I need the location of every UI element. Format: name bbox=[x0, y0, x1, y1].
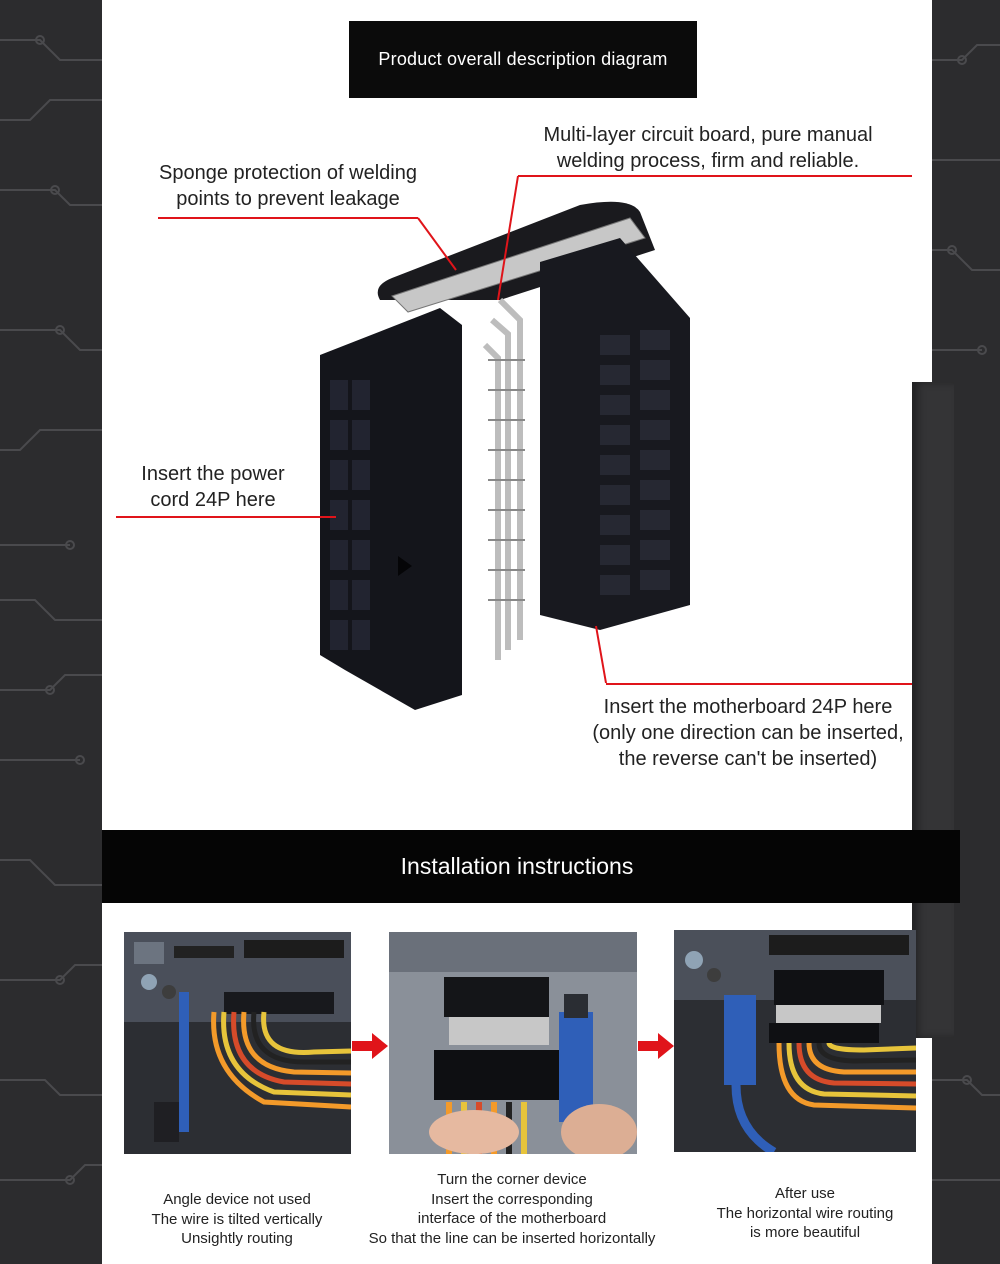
callout-motherboard-line-2: (only one direction can be inserted, bbox=[592, 722, 904, 744]
arrow-right-icon bbox=[638, 1033, 674, 1059]
step-3-caption-line-3: is more beautiful bbox=[749, 1224, 861, 1241]
callout-power-line-2: cord 24P here bbox=[150, 489, 276, 511]
step-2-caption bbox=[352, 1170, 672, 1248]
decorative-side-bar bbox=[912, 382, 954, 1038]
callout-motherboard bbox=[574, 694, 922, 772]
step-2-caption-line-3: interface of the motherboard bbox=[417, 1210, 607, 1227]
installation-title: Installation instructions bbox=[400, 853, 634, 879]
callout-motherboard-leader-h bbox=[606, 683, 918, 685]
step-3-caption-line-1: After use bbox=[774, 1185, 836, 1202]
page-title: Product overall description diagram bbox=[349, 21, 697, 98]
callout-sponge-line-1: Sponge protection of welding bbox=[159, 162, 417, 184]
step-3-caption-line-2: The horizontal wire routing bbox=[716, 1204, 894, 1222]
callout-circuit-line-2: welding process, firm and reliable. bbox=[556, 150, 860, 172]
callout-sponge-line-2: points to prevent leakage bbox=[176, 188, 400, 210]
step-1-caption-line-1: Angle device not used bbox=[163, 1191, 311, 1208]
arrow-right-icon bbox=[352, 1033, 388, 1059]
step-1-photo bbox=[124, 932, 351, 1154]
callout-circuit bbox=[522, 122, 894, 174]
callout-power-leader-h bbox=[116, 516, 336, 518]
installation-banner bbox=[102, 830, 960, 903]
callout-circuit-leader-h bbox=[518, 175, 912, 177]
callout-power bbox=[124, 461, 302, 513]
step-3-caption bbox=[690, 1184, 920, 1243]
step-1-caption-line-3: Unsightly routing bbox=[181, 1230, 293, 1247]
step-1-caption bbox=[130, 1190, 344, 1249]
step-2-caption-line-4: So that the line can be inserted horizontally bbox=[368, 1229, 656, 1247]
callout-circuit-line-1: Multi-layer circuit board, pure manual bbox=[543, 124, 873, 146]
step-2-photo bbox=[389, 932, 637, 1154]
step-2-caption-line-1: Turn the corner device bbox=[437, 1171, 587, 1188]
callout-motherboard-line-3: the reverse can't be inserted) bbox=[618, 748, 878, 770]
step-2-caption-line-2: Insert the corresponding bbox=[431, 1190, 593, 1208]
callout-motherboard-line-1: Insert the motherboard 24P here bbox=[603, 696, 893, 718]
step-1-caption-line-2: The wire is tilted vertically bbox=[151, 1210, 323, 1228]
callout-power-line-1: Insert the power bbox=[141, 463, 285, 485]
step-3-photo bbox=[674, 930, 916, 1152]
